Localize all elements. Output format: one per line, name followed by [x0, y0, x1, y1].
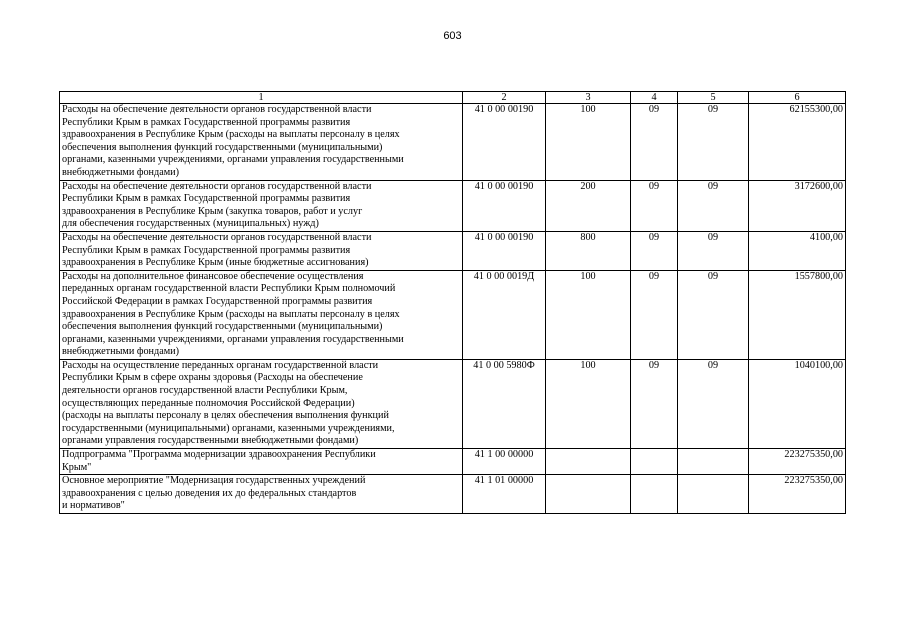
row-amount: 62155300,00: [749, 104, 846, 181]
description-line: для обеспечения государственных (муниципальных) нужд): [62, 218, 319, 230]
row-subsection: 09: [678, 104, 749, 181]
row-target-code: 41 0 00 00190: [463, 231, 546, 270]
row-amount: 1557800,00: [749, 270, 846, 359]
description-line: Расходы на осуществление переданных органам государственной власти: [62, 359, 379, 371]
description-line: здравоохранения с целью доведения их до федеральных стандартов: [62, 487, 357, 499]
column-header-2: 2: [463, 92, 546, 104]
description-line: Расходы на обеспечение деятельности органов государственной власти: [62, 231, 372, 243]
row-expense-type: 200: [546, 180, 631, 231]
column-header-4: 4: [631, 92, 678, 104]
table-body: [60, 104, 846, 514]
description-line: Основное мероприятие "Модернизация государственных учреждений: [62, 475, 366, 487]
description-line: Республики Крым в рамках Государственной программы развития: [62, 116, 351, 128]
row-description: [60, 449, 463, 475]
row-section: 09: [631, 231, 678, 270]
row-target-code: 41 0 00 00190: [463, 104, 546, 181]
description-line: обеспечения выполнения функций государственными (муниципальными): [62, 141, 383, 153]
table-row: [60, 270, 846, 359]
row-expense-type: 100: [546, 359, 631, 448]
description-line: и нормативов": [62, 500, 125, 512]
row-section: 09: [631, 270, 678, 359]
description-line: органами, казенными учреждениями, органами управления государственными: [62, 154, 404, 166]
row-target-code: 41 1 00 00000: [463, 449, 546, 475]
description-line: Российской Федерации в рамках Государственной программы развития: [62, 295, 373, 307]
description-line: Республики Крым в рамках Государственной программы развития: [62, 193, 351, 205]
row-subsection: 09: [678, 270, 749, 359]
row-target-code: 41 0 00 0019Д: [463, 270, 546, 359]
description-line: Расходы на обеспечение деятельности органов государственной власти: [62, 180, 372, 192]
description-line: Подпрограмма "Программа модернизации здравоохранения Республики: [62, 449, 376, 461]
description-line: Расходы на обеспечение деятельности органов государственной власти: [62, 104, 372, 115]
column-header-1: 1: [60, 92, 463, 104]
row-target-code: 41 0 00 00190: [463, 180, 546, 231]
row-expense-type: 100: [546, 270, 631, 359]
table-row: [60, 475, 846, 514]
page-number: 603: [443, 30, 462, 42]
column-header-6: 6: [749, 92, 846, 104]
row-subsection: 09: [678, 359, 749, 448]
description-line: Республики Крым в рамках Государственной программы развития: [62, 244, 351, 256]
description-line: здравоохранения в Республике Крым (расходы на выплаты персоналу в целях: [62, 129, 400, 141]
description-line: обеспечения выполнения функций государственными (муниципальными): [62, 321, 383, 333]
row-section: 09: [631, 180, 678, 231]
description-line: здравоохранения в Республике Крым (иные бюджетные ассигнования): [62, 257, 369, 269]
row-section: 09: [631, 104, 678, 181]
row-section: 09: [631, 359, 678, 448]
description-line: органами, казенными учреждениями, органами управления государственными: [62, 333, 404, 345]
table-row: [60, 104, 846, 181]
description-line: Расходы на дополнительное финансовое обеспечение осуществления: [62, 270, 364, 282]
column-header-3: 3: [546, 92, 631, 104]
row-amount: 223275350,00: [749, 449, 846, 475]
description-line: внебюджетными фондами): [62, 166, 180, 178]
column-header-5: 5: [678, 92, 749, 104]
row-target-code: 41 0 00 5980Ф: [463, 359, 546, 448]
row-expense-type: [546, 449, 631, 475]
row-subsection: [678, 449, 749, 475]
row-description: [60, 104, 463, 181]
table-header-row: [60, 92, 846, 104]
row-subsection: [678, 475, 749, 514]
description-line: здравоохранения в Республике Крым (расходы на выплаты персоналу в целях: [62, 308, 400, 320]
row-expense-type: 100: [546, 104, 631, 181]
description-line: (расходы на выплаты персоналу в целях обеспечения выполнения функций: [62, 410, 389, 422]
row-expense-type: [546, 475, 631, 514]
budget-table: [59, 91, 846, 514]
description-line: переданных органам государственной власти Республики Крым полномочий: [62, 283, 396, 295]
row-expense-type: 800: [546, 231, 631, 270]
description-line: государственными (муниципальными) органами, казенными учреждениями,: [62, 422, 395, 434]
row-subsection: 09: [678, 231, 749, 270]
description-line: внебюджетными фондами): [62, 346, 180, 358]
row-target-code: 41 1 01 00000: [463, 475, 546, 514]
row-description: [60, 359, 463, 448]
row-description: [60, 231, 463, 270]
description-line: Республики Крым в сфере охраны здоровья (Расходы на обеспечение: [62, 372, 363, 384]
row-amount: 223275350,00: [749, 475, 846, 514]
table-row: [60, 180, 846, 231]
row-section: [631, 475, 678, 514]
description-line: Крым": [62, 461, 92, 473]
description-line: здравоохранения в Республике Крым (закупка товаров, работ и услуг: [62, 205, 363, 217]
description-line: осуществляющих переданные полномочия Российской Федерации): [62, 397, 355, 409]
description-line: деятельности органов государственной власти Республики Крым,: [62, 385, 348, 397]
row-amount: 1040100,00: [749, 359, 846, 448]
table-row: [60, 359, 846, 448]
row-description: [60, 180, 463, 231]
row-description: [60, 270, 463, 359]
row-subsection: 09: [678, 180, 749, 231]
row-description: [60, 475, 463, 514]
description-line: органами управления государственными внебюджетными фондами): [62, 435, 359, 447]
row-amount: 3172600,00: [749, 180, 846, 231]
row-amount: 4100,00: [749, 231, 846, 270]
table-row: [60, 231, 846, 270]
row-section: [631, 449, 678, 475]
table-row: [60, 449, 846, 475]
